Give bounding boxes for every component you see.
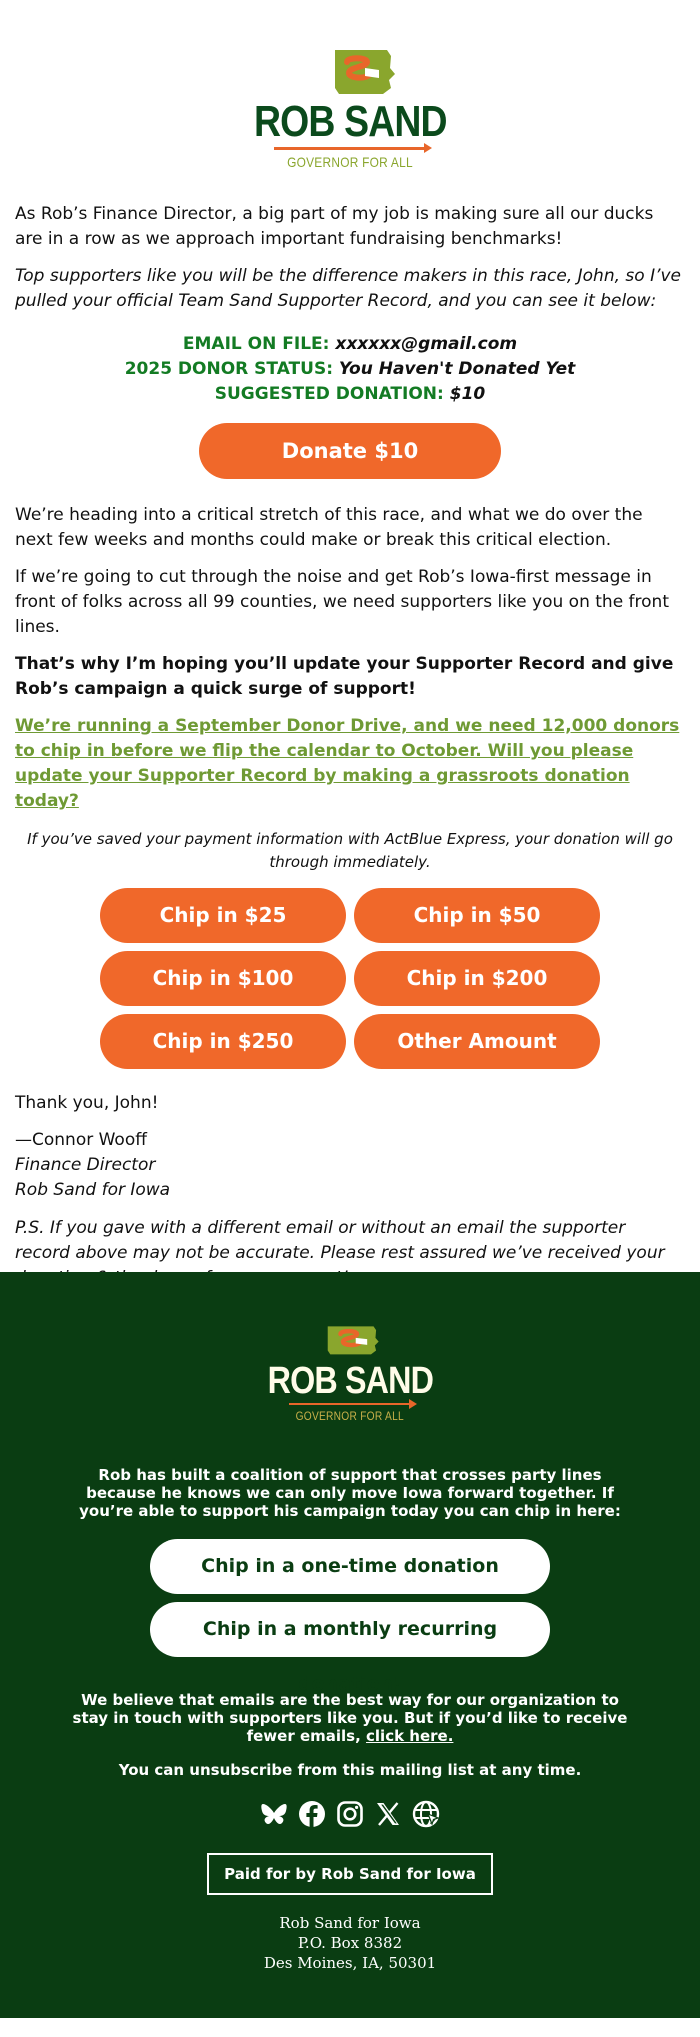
email-on-file-row bbox=[15, 332, 685, 357]
chip-in-buttons bbox=[15, 888, 685, 1069]
coalition-text: Rob has built a coalition of support that crosses party lines because he knows we can only move Iowa forward together. If you’re able to support his campaign today you can chip in here: bbox=[79, 1466, 621, 1520]
email-label: EMAIL ON FILE: bbox=[182, 334, 330, 354]
paid-for-box: Paid for by Rob Sand for Iowa bbox=[207, 1853, 493, 1895]
one-time-donation-button[interactable]: Chip in a one-time donation bbox=[150, 1539, 550, 1594]
donor-drive-link[interactable]: We’re running a September Donor Drive, and we need 12,000 donors to chip in before we flip the calendar to October. Will you please update your Supporter Record by making a grassroots donation today? bbox=[15, 716, 680, 811]
facebook-icon[interactable] bbox=[297, 1799, 327, 1829]
noise-paragraph: If we’re going to cut through the noise and get Rob’s Iowa-first message in front of folks across all 99 counties, we need supporters like you on the front lines. bbox=[15, 567, 670, 637]
email-body bbox=[0, 202, 700, 1291]
website-icon[interactable] bbox=[411, 1799, 441, 1829]
iowa-logo-icon bbox=[295, 48, 405, 98]
address-line-city: Des Moines, IA, 50301 bbox=[263, 1954, 437, 1972]
signer-name: —Connor Wooff bbox=[15, 1130, 147, 1150]
mailing-address bbox=[264, 1913, 436, 1973]
chip-25-button[interactable]: Chip in $25 bbox=[100, 888, 346, 943]
chip-100-button[interactable]: Chip in $100 bbox=[100, 951, 346, 1006]
logo-name: ROB SAND bbox=[253, 97, 447, 146]
other-amount-button[interactable]: Other Amount bbox=[354, 1014, 600, 1069]
footer-logo-rule bbox=[289, 1403, 411, 1405]
donate-10-button[interactable]: Donate $10 bbox=[199, 423, 501, 479]
click-here-link[interactable]: click here. bbox=[366, 1727, 454, 1745]
signer-title: Finance Director bbox=[15, 1155, 156, 1175]
thanks-line: Thank you, John! bbox=[15, 1093, 159, 1113]
intro-paragraph: As Rob’s Finance Director, a big part of my job is making sure all our ducks are in a row as we approach important fundraising benchmarks! bbox=[15, 204, 654, 249]
chip-50-button[interactable]: Chip in $50 bbox=[354, 888, 600, 943]
supporter-record bbox=[15, 332, 685, 407]
chip-250-button[interactable]: Chip in $250 bbox=[100, 1014, 346, 1069]
logo-arrow-rule bbox=[274, 147, 426, 150]
footer-logo bbox=[253, 1322, 448, 1423]
header-logo bbox=[0, 0, 700, 180]
suggested-label: SUGGESTED DONATION: bbox=[214, 384, 444, 404]
donor-status-row bbox=[15, 357, 685, 382]
signature bbox=[15, 1128, 685, 1203]
x-icon[interactable] bbox=[373, 1799, 403, 1829]
email-value: xxxxxx@gmail.com bbox=[335, 334, 518, 354]
ps-paragraph: P.S. If you gave with a different email or without an email the supporter record above may not be accurate. Please rest assured we’ve received your bbox=[15, 1218, 665, 1263]
chip-200-button[interactable]: Chip in $200 bbox=[354, 951, 600, 1006]
fewer-emails-copy: We believe that emails are the best way for our organization to stay in touch with supporters like you. But if you’d like to receive fewer emails, bbox=[72, 1691, 628, 1745]
social-links bbox=[259, 1799, 441, 1829]
signer-org: Rob Sand for Iowa bbox=[15, 1180, 171, 1200]
actblue-express-note: If you’ve saved your payment information with ActBlue Express, your donation will go through immediately. bbox=[27, 830, 673, 871]
status-value: You Haven't Donated Yet bbox=[338, 359, 576, 379]
suggested-value: $10 bbox=[449, 384, 486, 404]
suggested-donation-row bbox=[15, 382, 685, 407]
address-line-po: P.O. Box 8382 bbox=[297, 1934, 403, 1952]
footer bbox=[0, 1272, 700, 2018]
bluesky-icon[interactable] bbox=[259, 1799, 289, 1829]
supporters-paragraph: Top supporters like you will be the difference makers in this race, John, so I’ve pulled your official Team Sand Supporter Record, and you can see it below: bbox=[15, 266, 682, 311]
footer-logo-tagline: GOVERNOR FOR ALL bbox=[295, 1409, 405, 1423]
hoping-paragraph: That’s why I’m hoping you’ll update your Supporter Record and give Rob’s campaign a quick surge of support! bbox=[15, 654, 674, 699]
iowa-logo-icon bbox=[315, 1322, 385, 1360]
footer-logo-name: ROB SAND bbox=[267, 1360, 433, 1402]
stretch-paragraph: We’re heading into a critical stretch of this race, and what we do over the next few weeks and months could make or break this critical election. bbox=[15, 505, 643, 550]
status-label: 2025 DONOR STATUS: bbox=[124, 359, 333, 379]
monthly-donation-button[interactable]: Chip in a monthly recurring donation! bbox=[150, 1602, 550, 1657]
fewer-emails-text bbox=[65, 1691, 635, 1745]
instagram-icon[interactable] bbox=[335, 1799, 365, 1829]
address-line-org: Rob Sand for Iowa bbox=[279, 1914, 421, 1932]
logo-tagline: GOVERNOR FOR ALL bbox=[287, 154, 413, 170]
unsubscribe-text: You can unsubscribe from this mailing list at any time. bbox=[118, 1761, 582, 1779]
